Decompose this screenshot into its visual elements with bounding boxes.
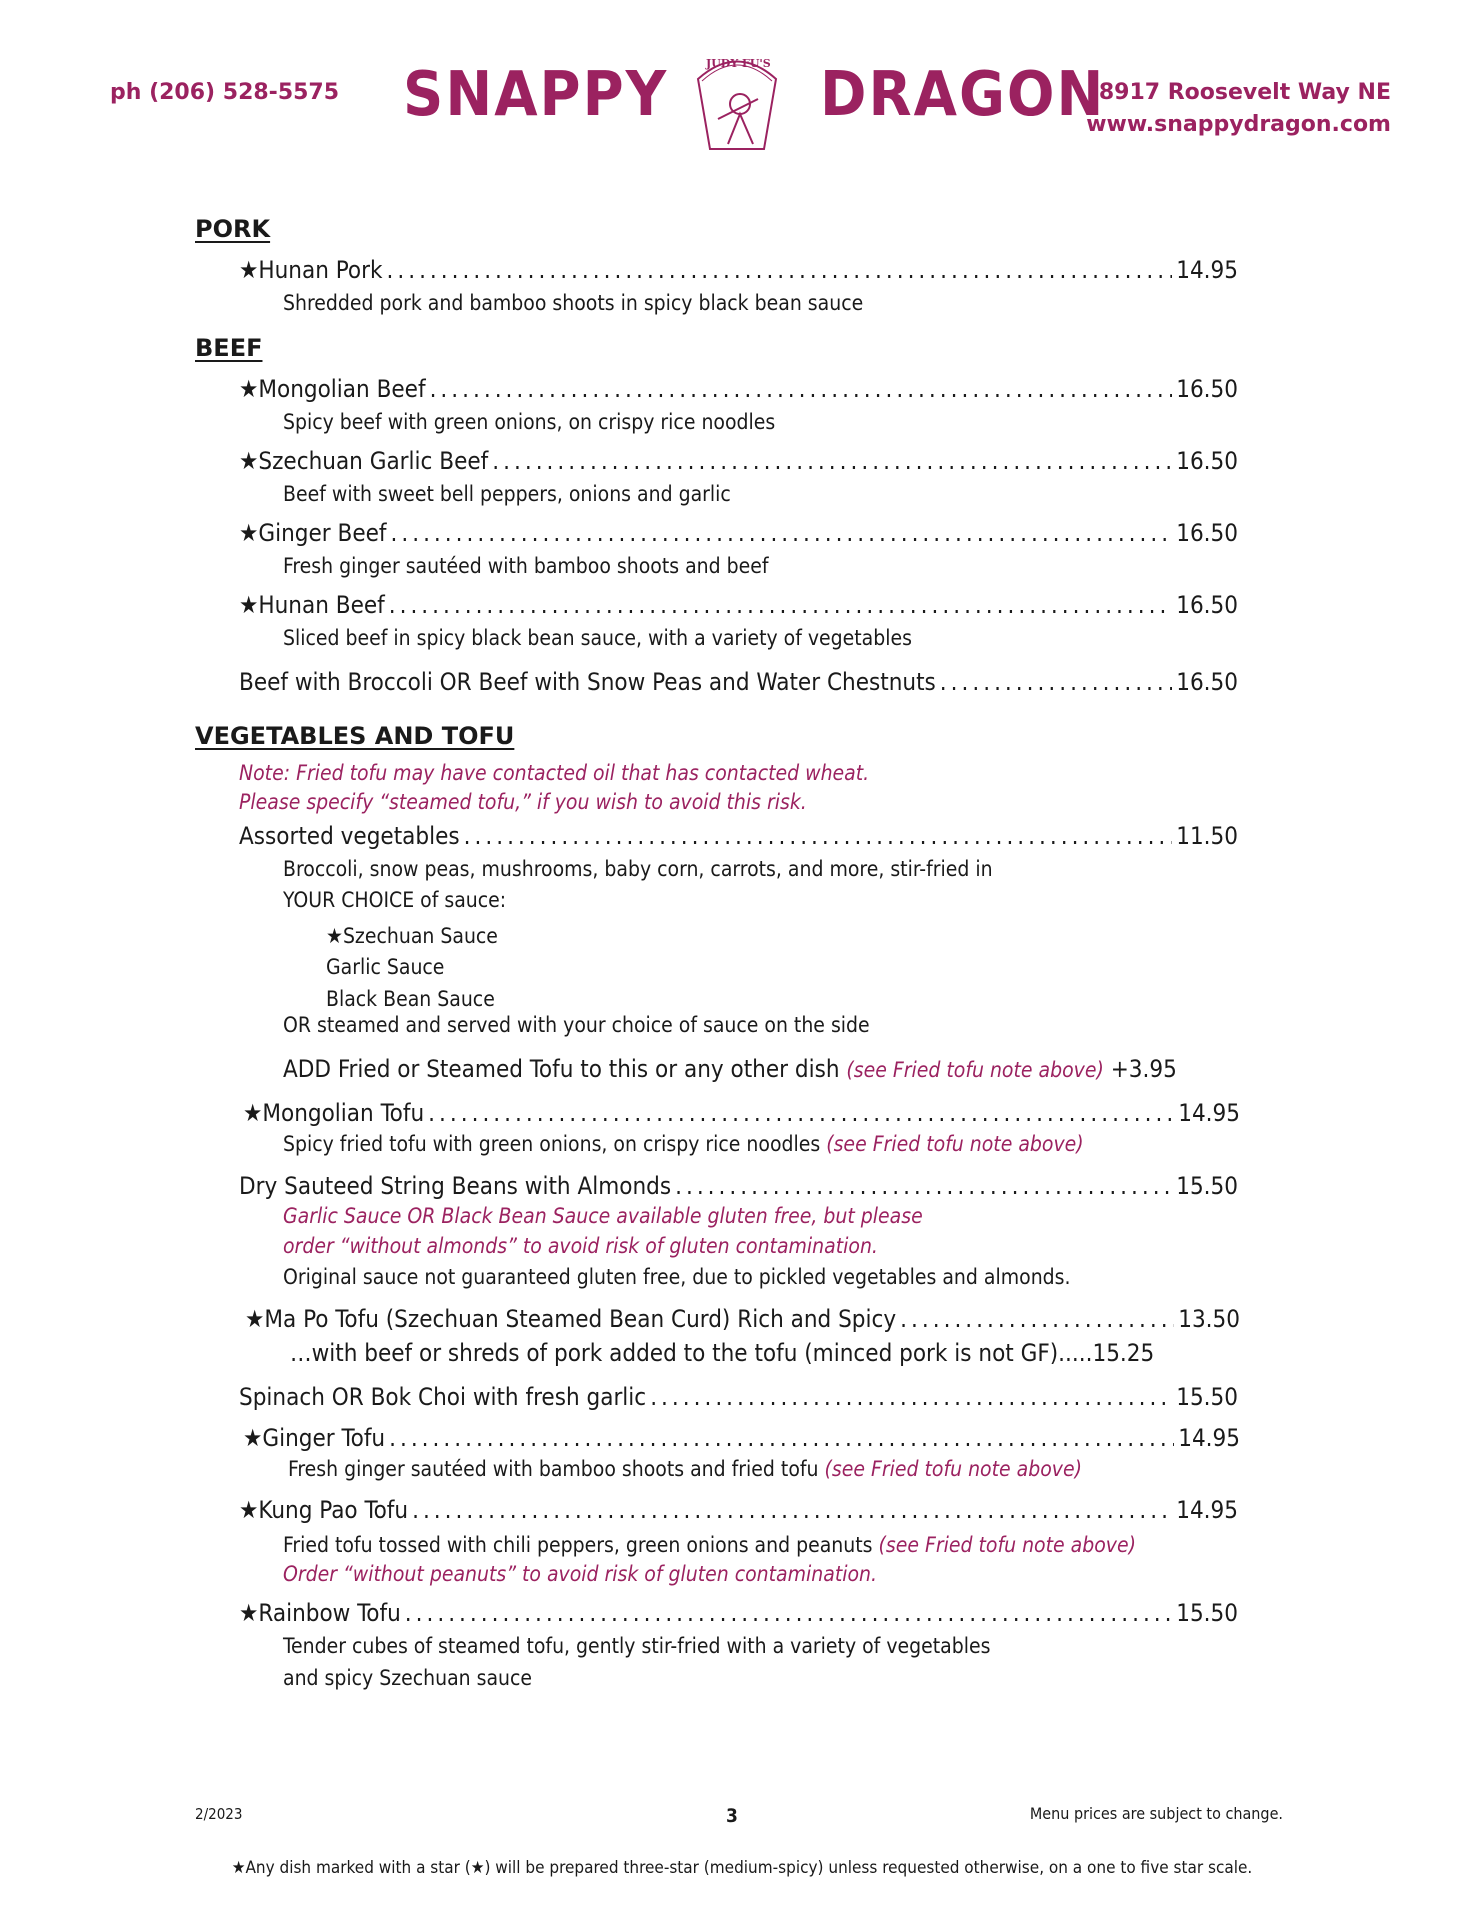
item-name: ★Szechuan Garlic Beef bbox=[239, 447, 489, 475]
item-description: Sliced beef in spicy black bean sauce, with a variety of vegetables bbox=[283, 626, 912, 650]
item-price: 15.50 bbox=[1176, 1172, 1238, 1200]
menu-item bbox=[239, 589, 1238, 621]
emblem-text: JUDY FU'S bbox=[706, 57, 771, 70]
item-description bbox=[288, 1453, 1082, 1485]
item-name: Assorted vegetables bbox=[239, 822, 460, 850]
item-name: ★Mongolian Beef bbox=[239, 375, 426, 403]
item-price: 14.95 bbox=[1176, 1496, 1238, 1524]
item-price: 13.50 bbox=[1178, 1305, 1240, 1333]
menu-date: 2/2023 bbox=[195, 1805, 243, 1823]
menu-item bbox=[239, 1381, 1238, 1413]
desc-text: Fresh ginger sautéed with bamboo shoots and fried tofu bbox=[288, 1457, 819, 1481]
item-name: Dry Sauteed String Beans with Almonds bbox=[239, 1172, 672, 1200]
menu-item bbox=[239, 1170, 1238, 1202]
item-description: Tender cubes of steamed tofu, gently stir-fried with a variety of vegetables bbox=[283, 1634, 991, 1658]
item-description: Spicy beef with green onions, on crispy rice noodles bbox=[283, 410, 776, 434]
leader-dots bbox=[387, 254, 1173, 286]
menu-item bbox=[239, 373, 1238, 405]
logo-dragon: DRAGON bbox=[820, 58, 1106, 131]
leader-dots bbox=[675, 1170, 1172, 1202]
item-description: and spicy Szechuan sauce bbox=[283, 1666, 533, 1690]
item-description: OR steamed and served with your choice of sauce on the side bbox=[283, 1013, 870, 1037]
logo-snappy: SNAPPY bbox=[403, 58, 669, 131]
star-scale-note: ★Any dish marked with a star (★) will be prepared three-star (medium-spicy) unless requested otherwise, on a one to five star scale. bbox=[231, 1858, 1253, 1878]
item-price: 14.95 bbox=[1178, 1424, 1240, 1452]
item-description: Original sauce not guaranteed gluten free, due to pickled vegetables and almonds. bbox=[283, 1265, 1071, 1289]
menu-item bbox=[239, 1597, 1238, 1629]
tofu-note: Note: Fried tofu may have contacted oil that has contacted wheat. bbox=[239, 761, 870, 785]
gluten-note: Garlic Sauce OR Black Bean Sauce available gluten free, but please bbox=[283, 1204, 923, 1228]
item-name: ★Ginger Tofu bbox=[243, 1424, 386, 1452]
add-tofu-line bbox=[283, 1053, 1177, 1085]
phone-number: ph (206) 528-5575 bbox=[110, 80, 340, 105]
item-name: Spinach OR Bok Choi with fresh garlic bbox=[239, 1383, 647, 1411]
item-price: 11.50 bbox=[1176, 822, 1238, 850]
page-number: 3 bbox=[726, 1805, 738, 1827]
tofu-note-ref: (see Fried tofu note above) bbox=[824, 1457, 1082, 1481]
item-name: ★Hunan Pork bbox=[239, 256, 383, 284]
sauce-option: Garlic Sauce bbox=[326, 955, 445, 979]
menu-item bbox=[239, 254, 1238, 286]
leader-dots bbox=[412, 1494, 1172, 1526]
menu-item bbox=[239, 445, 1238, 477]
item-description: Fresh ginger sautéed with bamboo shoots and beef bbox=[283, 554, 769, 578]
section-title-pork: PORK bbox=[195, 215, 271, 243]
menu-item bbox=[245, 1303, 1240, 1335]
gluten-note: Order “without peanuts” to avoid risk of gluten contamination. bbox=[283, 1562, 878, 1586]
section-title-vegetables: VEGETABLES AND TOFU bbox=[195, 722, 515, 750]
menu-item bbox=[239, 517, 1238, 549]
item-name: ★Hunan Beef bbox=[239, 591, 385, 619]
item-description: Shredded pork and bamboo shoots in spicy black bean sauce bbox=[283, 291, 864, 315]
tofu-note-ref: (see Fried tofu note above) bbox=[826, 1132, 1084, 1156]
item-price: 14.95 bbox=[1176, 256, 1238, 284]
leader-dots bbox=[430, 373, 1173, 405]
website-link[interactable]: www.snappydragon.com bbox=[1086, 112, 1391, 137]
leader-dots bbox=[391, 517, 1173, 549]
sauce-option: Black Bean Sauce bbox=[326, 987, 495, 1011]
item-name: ★Rainbow Tofu bbox=[239, 1599, 401, 1627]
leader-dots bbox=[389, 1422, 1174, 1454]
item-variant: …with beef or shreds of pork added to the tofu (minced pork is not GF).....15.25 bbox=[290, 1339, 1155, 1367]
item-price: +3.95 bbox=[1110, 1055, 1177, 1083]
leader-dots bbox=[492, 445, 1172, 477]
price-disclaimer: Menu prices are subject to change. bbox=[1029, 1804, 1283, 1823]
leader-dots bbox=[900, 1303, 1174, 1335]
item-description bbox=[283, 1128, 1084, 1160]
menu-item bbox=[243, 1097, 1240, 1129]
item-price: 16.50 bbox=[1176, 668, 1238, 696]
section-title-beef: BEEF bbox=[195, 334, 263, 362]
menu-item bbox=[239, 666, 1238, 698]
gluten-note: order “without almonds” to avoid risk of gluten contamination. bbox=[283, 1234, 878, 1258]
item-name: Beef with Broccoli OR Beef with Snow Peas and Water Chestnuts bbox=[239, 668, 936, 696]
address: 8917 Roosevelt Way NE bbox=[1098, 80, 1391, 105]
item-price: 16.50 bbox=[1176, 519, 1238, 547]
item-price: 16.50 bbox=[1176, 591, 1238, 619]
desc-text: Spicy fried tofu with green onions, on crispy rice noodles bbox=[283, 1132, 821, 1156]
item-name: ★Ma Po Tofu (Szechuan Steamed Bean Curd) Rich and Spicy bbox=[245, 1305, 897, 1333]
menu-item bbox=[243, 1422, 1240, 1454]
tofu-note-ref: (see Fried tofu note above) bbox=[878, 1533, 1136, 1557]
item-price: 16.50 bbox=[1176, 375, 1238, 403]
item-name: ★Ginger Beef bbox=[239, 519, 387, 547]
item-price: 15.50 bbox=[1176, 1599, 1238, 1627]
item-description: YOUR CHOICE of sauce: bbox=[283, 888, 507, 912]
leader-dots bbox=[940, 666, 1172, 698]
item-description: Beef with sweet bell peppers, onions and garlic bbox=[283, 482, 731, 506]
sauce-option: ★Szechuan Sauce bbox=[326, 924, 498, 948]
item-price: 15.50 bbox=[1176, 1383, 1238, 1411]
menu-item bbox=[239, 820, 1238, 852]
leader-dots bbox=[464, 820, 1173, 852]
add-tofu-text: ADD Fried or Steamed Tofu to this or any other dish bbox=[283, 1055, 840, 1083]
leader-dots bbox=[405, 1597, 1172, 1629]
logo-emblem bbox=[678, 49, 796, 153]
item-price: 14.95 bbox=[1178, 1099, 1240, 1127]
item-description bbox=[283, 1529, 1136, 1561]
leader-dots bbox=[650, 1381, 1172, 1413]
leader-dots bbox=[428, 1097, 1174, 1129]
item-name: ★Kung Pao Tofu bbox=[239, 1496, 409, 1524]
item-description: Broccoli, snow peas, mushrooms, baby corn, carrots, and more, stir-fried in bbox=[283, 857, 993, 881]
tofu-note-ref: (see Fried tofu note above) bbox=[846, 1058, 1104, 1082]
item-price: 16.50 bbox=[1176, 447, 1238, 475]
desc-text: Fried tofu tossed with chili peppers, green onions and peanuts bbox=[283, 1533, 873, 1557]
item-name: ★Mongolian Tofu bbox=[243, 1099, 425, 1127]
menu-item bbox=[239, 1494, 1238, 1526]
leader-dots bbox=[389, 589, 1172, 621]
tofu-note: Please specify “steamed tofu,” if you wish to avoid this risk. bbox=[239, 790, 807, 814]
